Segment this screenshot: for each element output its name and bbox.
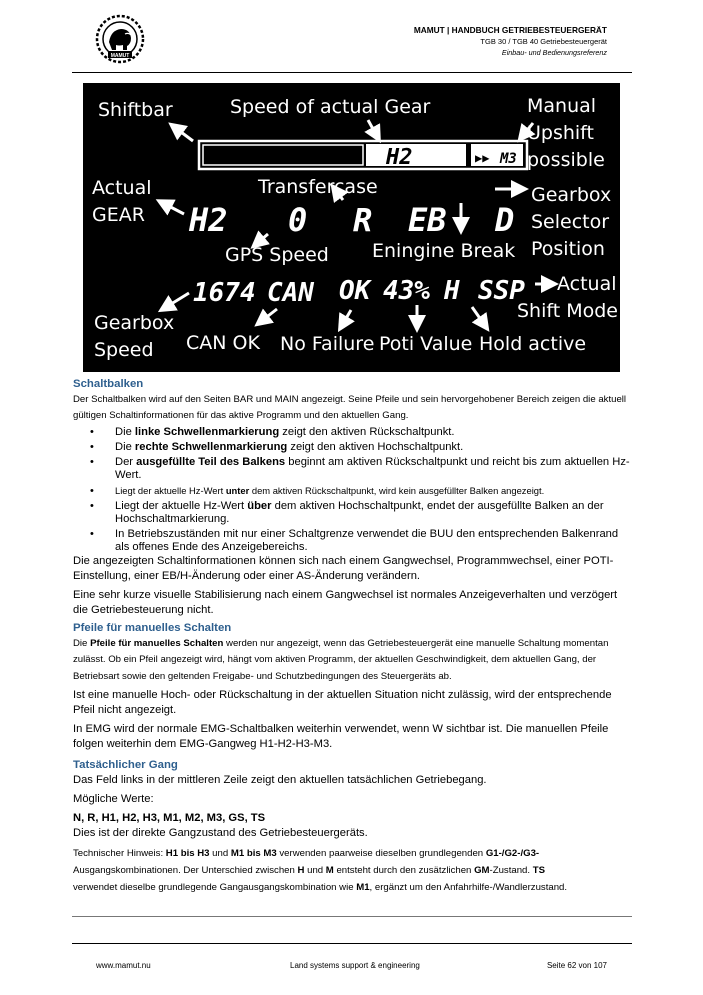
gang-p3: Dies ist der direkte Gangzustand des Getriebesteuergeräts. (73, 827, 368, 840)
lcd-can: CAN (267, 278, 314, 308)
lcd-r: R (353, 201, 373, 239)
lcd-poti: 43% (383, 276, 430, 306)
list-item: • Liegt der aktuelle Hz-Wert über dem aktiven Hochschaltpunkt, endet der ausgefüllte Balken an der Hochschaltmarkierung. (73, 500, 633, 526)
pfeile-p1: Ist eine manuelle Hoch- oder Rückschaltung in der aktuellen Situation nicht zulässig, wird der entsprechende Pfeil nicht angezeigt. (73, 689, 612, 717)
header-subtitle-2: Einbau- und Bedienungsreferenz (501, 48, 607, 57)
gang-hint: Technischer Hinweis: H1 bis H3 und M1 bis M3 verwenden paarweise dieselben grundlegenden G1-/G2-/G3-Ausgangskombinationen. Der Unterschied zwischen H und M entsteht durch den zusätzlichen GM-Zustand. TS verwendet dieselbe grundlegende Gangausgangskombination wie M1, ergänzt um den Anfahrhilfe-/Wandlerzustand. (73, 848, 568, 894)
heading-gang: Tatsächlicher Gang (73, 759, 178, 772)
label-actual-shift-2: Shift Mode (517, 300, 618, 322)
footer-page-number: Seite 62 von 107 (546, 961, 607, 970)
label-gearbox-1: Gearbox (531, 184, 612, 206)
label-shiftbar: Shiftbar (98, 99, 173, 121)
mamut-logo (95, 14, 145, 64)
footer-rule-top (72, 916, 632, 917)
footer-tagline: Land systems support & engineering (290, 961, 420, 970)
lcd-mode: SSP (478, 276, 525, 306)
label-gps: GPS Speed (225, 244, 329, 266)
display-diagram (83, 83, 620, 372)
label-manual-3: possible (527, 149, 605, 171)
lcd-d: D (495, 201, 515, 239)
lcd-bar-gear: H2 (386, 145, 413, 170)
lcd-speed: 1674 (193, 278, 256, 308)
header-title: MAMUT | HANDBUCH GETRIEBESTEUERGERÄT (413, 25, 607, 35)
label-poti: Poti Value (379, 333, 473, 355)
pfeile-intro: Die Pfeile für manuelles Schalten werden nur angezeigt, wenn das Getriebesteuergerät eine manuelle Schaltung momentan zulässt. Ob ein Pfeil angezeigt wird, hängt vom aktiven Programm, der aktuellen Geschwindigkeit, dem aktuellen Gang, der Betriebsart sowie den geltenden Freigabe- und Schutzbedingungen des Steuergeräts ab. (73, 637, 609, 682)
footer-rule (72, 943, 632, 944)
label-gearbox-3: Position (531, 238, 605, 260)
label-actual-shift-1: Actual (557, 273, 617, 295)
header-subtitle: TGB 30 / TGB 40 Getriebesteuergerät (480, 37, 607, 46)
list-item: • Liegt der aktuelle Hz-Wert unter dem aktiven Rückschaltpunkt, wird kein ausgefüllter Balken angezeigt. (73, 484, 633, 498)
label-hold: Hold active (479, 333, 587, 355)
schaltbalken-p1: Die angezeigten Schaltinformationen können sich nach einem Gangwechsel, Programmwechsel, einer POTI-Einstellung, einer EB/H-Änderung oder einer AS-Änderung verändern. (73, 554, 614, 582)
schaltbalken-intro: Der Schaltbalken wird auf den Seiten BAR und MAIN angezeigt. Seine Pfeile und sein hervorgehobener Bereich zeigen die aktuell gültigen Schaltinformationen für das aktive Programm und den aktuellen Gang. (73, 394, 627, 421)
header-rule (72, 72, 632, 73)
lcd-transfer: 0 (288, 201, 308, 239)
lcd-ok: OK (339, 276, 371, 306)
lcd-gear: H2 (189, 201, 228, 239)
label-gbspeed-2: Speed (94, 339, 154, 361)
pfeile-p2: In EMG wird der normale EMG-Schaltbalken weiterhin verwendet, wenn W sichtbar ist. Die manuellen Pfeile folgen weiterhin dem EMG-Gangweg H1-H2-H3-M3. (73, 723, 609, 751)
lcd-bar-next: M3 (500, 151, 517, 167)
schaltbalken-p2: Eine sehr kurze visuelle Stabilisierung nach einem Gangwechsel ist normales Anzeigeverhalten und verzögert die Getriebesteuerung nicht. (73, 588, 618, 616)
label-manual-2: Upshift (527, 122, 594, 144)
body-content (73, 377, 633, 896)
label-manual-1: Manual (527, 95, 597, 117)
heading-schaltbalken: Schaltbalken (73, 378, 144, 390)
label-eb: Eningine Break (372, 240, 516, 262)
gang-p2: Mögliche Werte: (73, 793, 154, 806)
label-canok: CAN OK (186, 332, 260, 354)
footer-website: www.mamut.nu (96, 961, 151, 970)
lcd-eb: EB (408, 201, 447, 239)
lcd-h: H (444, 276, 460, 306)
label-actual-1: Actual (92, 177, 152, 199)
label-gbspeed-1: Gearbox (94, 312, 175, 334)
lcd-bar-arrows: ▶▶ (475, 151, 490, 165)
label-transfercase: Transfercase (258, 176, 378, 198)
label-actual-2: GEAR (92, 204, 145, 226)
list-item: • Die rechte Schwellenmarkierung zeigt den aktiven Hochschaltpunkt. (73, 441, 633, 454)
list-item: • Der ausgefüllte Teil des Balkens beginnt am aktiven Rückschaltpunkt und reicht bis zum aktuellen Hz-Wert. (73, 456, 633, 482)
label-speed-gear: Speed of actual Gear (230, 96, 431, 118)
schaltbalken-list (73, 426, 633, 554)
list-item: • Die linke Schwellenmarkierung zeigt den aktiven Rückschaltpunkt. (73, 426, 633, 439)
list-item: • In Betriebszuständen mit nur einer Schaltgrenze verwendet die BUU den entsprechenden Balkenrand als offenes Ende des Anzeigebereichs. (73, 528, 633, 554)
label-gearbox-2: Selector (531, 211, 610, 233)
heading-pfeile: Pfeile für manuelles Schalten (73, 621, 232, 634)
gang-p1: Das Feld links in der mittleren Zeile zeigt den aktuellen tatsächlichen Getriebegang. (73, 774, 487, 787)
logo-text: MAMUT (110, 53, 130, 59)
gang-values: N, R, H1, H2, H3, M1, M2, M3, GS, TS (73, 812, 266, 825)
label-nofail: No Failure (280, 333, 375, 355)
